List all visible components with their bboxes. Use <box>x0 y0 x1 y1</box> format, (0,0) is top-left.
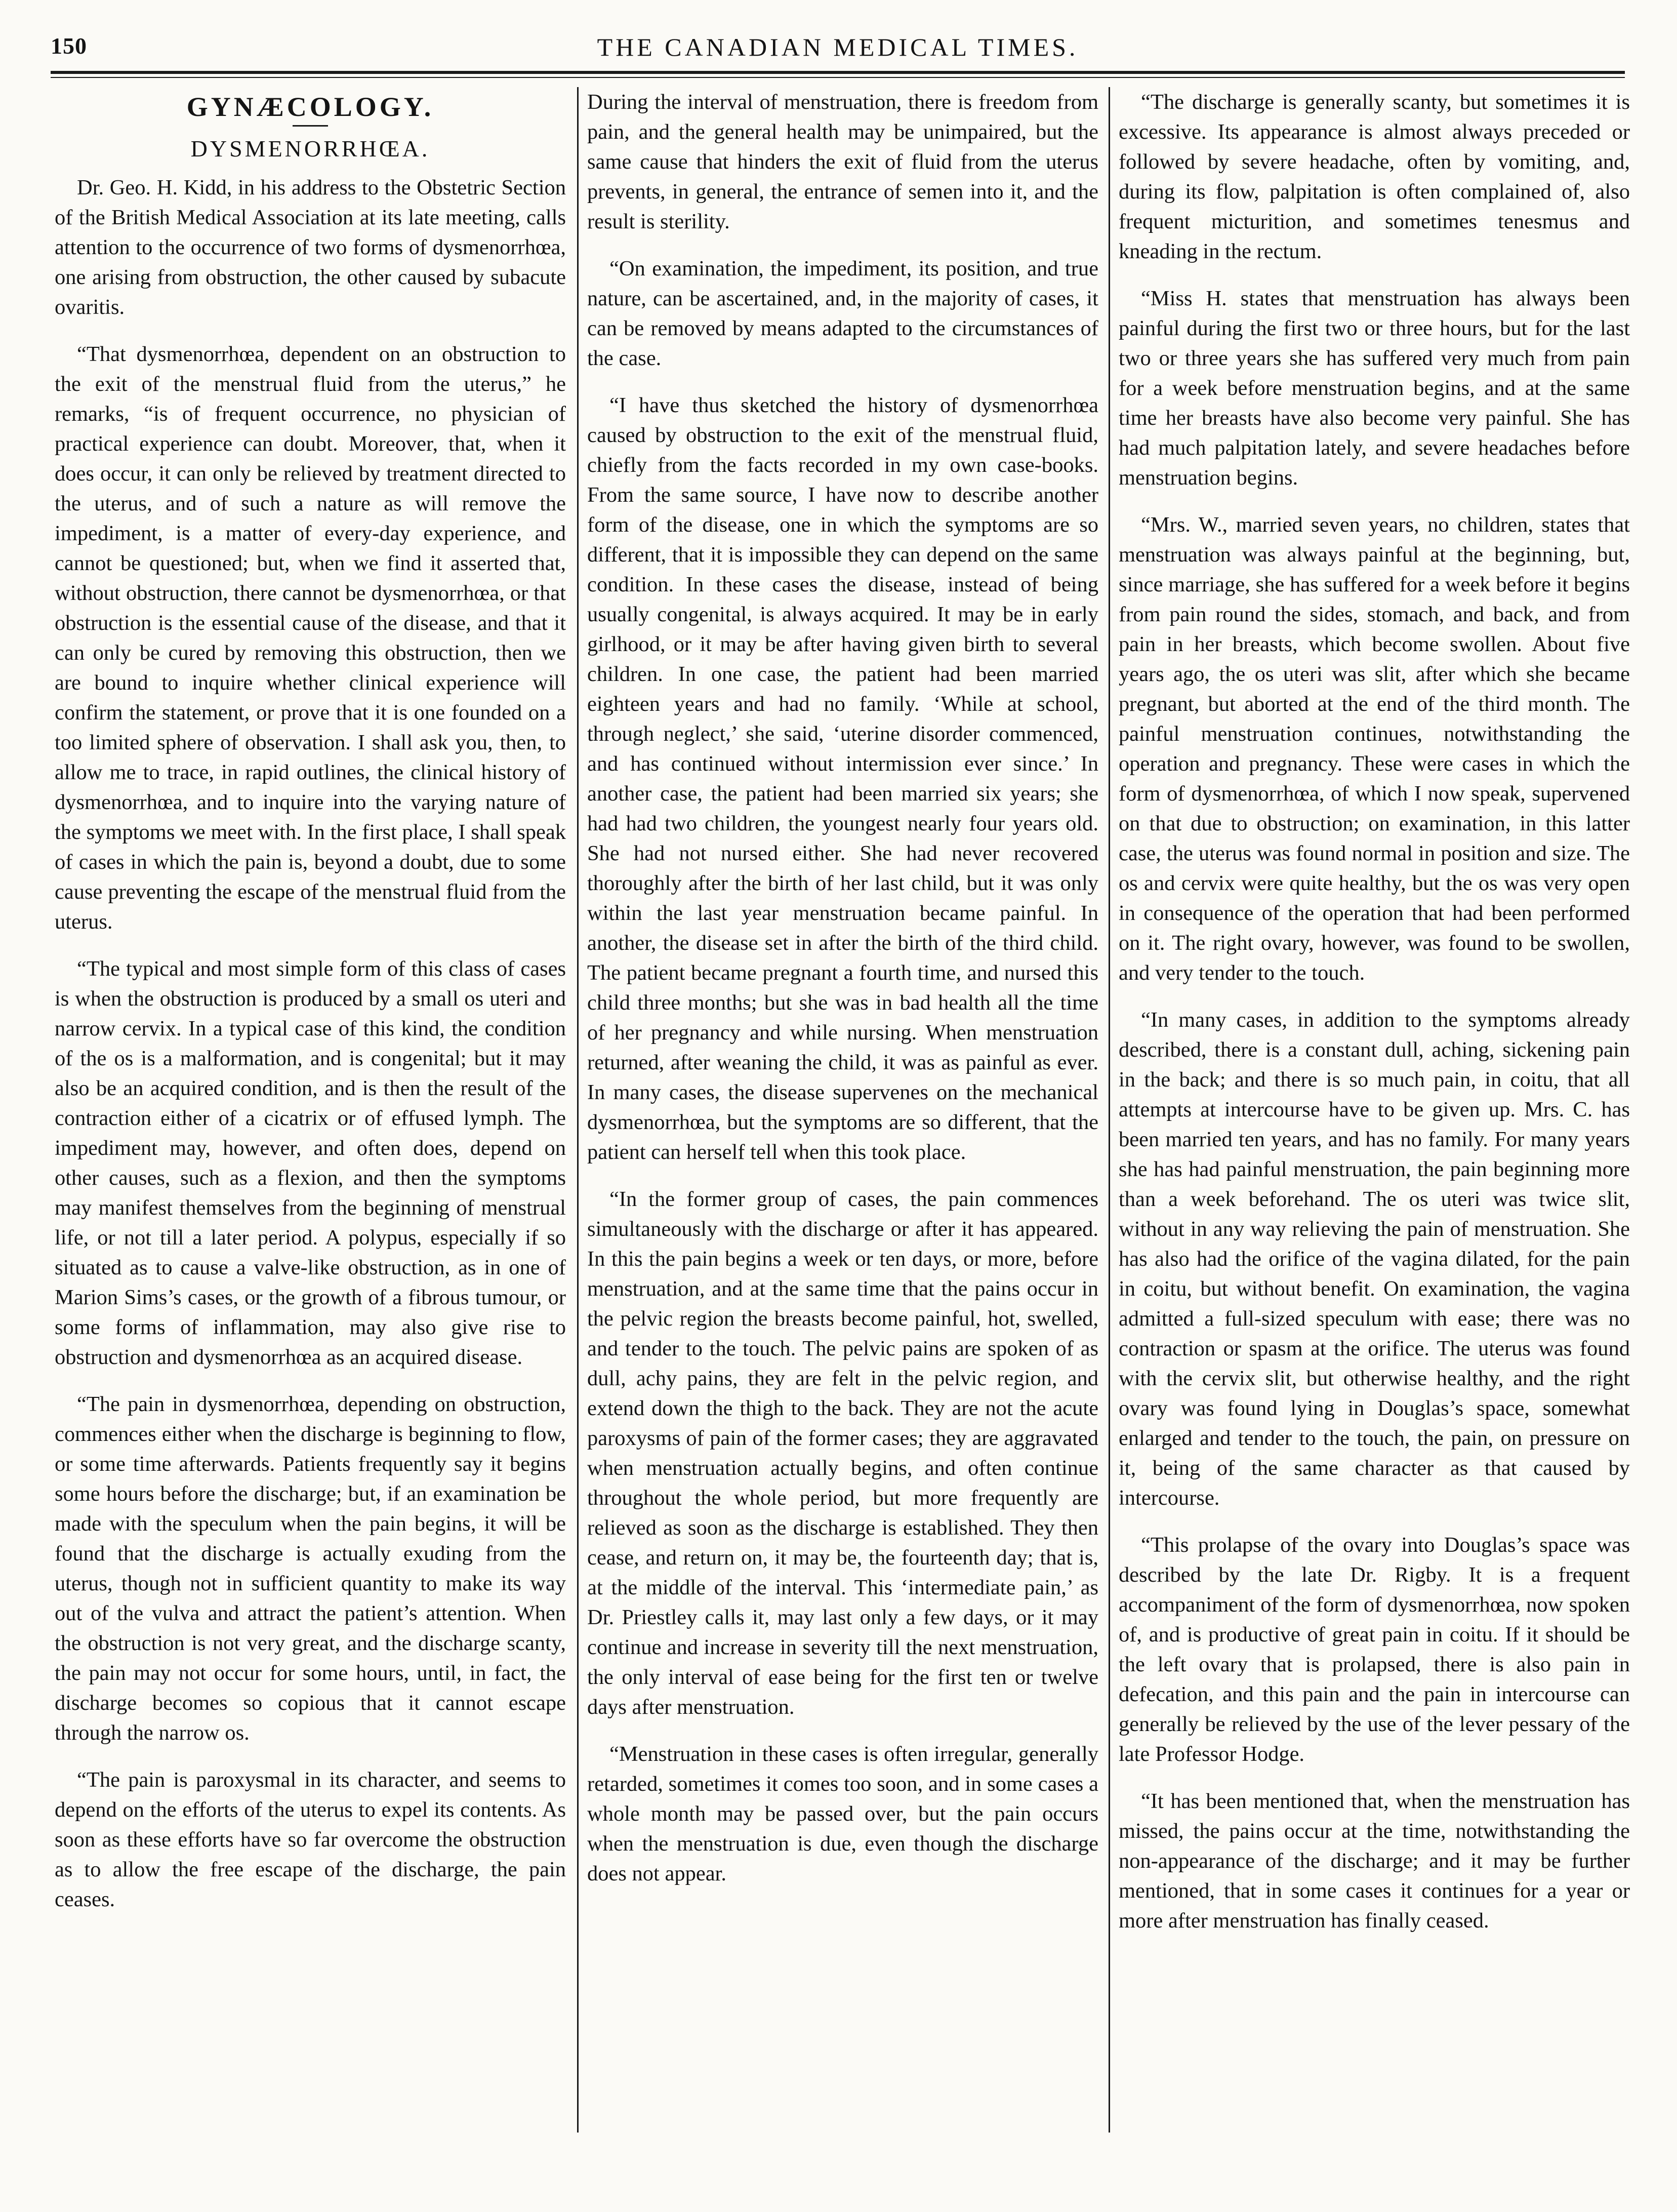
paragraph: “Mrs. W., married seven years, no children, states that menstruation was always painful at the beginning, but, since marriage, she has suffered for a week before it begins from pain round the sides, stomach, and back, and from pain in her breasts, which become swollen. About five years ago, the os uteri was slit, after which she became pregnant, but aborted at the end of the third month. The painful menstruation continues, notwithstanding the operation and pregnancy. These were cases in which the form of dysmenorrhœa, of which I now speak, supervened on that due to obstruction; on examination, in this latter case, the uterus was found normal in position and size. The os and cervix were quite healthy, but the os was very open in consequence of the operation that had been performed on it. The right ovary, however, was found to be swollen, and very tender to the touch. <box>1119 513 1630 985</box>
paragraph: “In many cases, in addition to the symptoms already described, there is a constant dull, aching, sickening pain in the back; and there is so much pain, in coitu, that all attempts at intercourse have to be given up. Mrs. C. has been married ten years, and has no family. For many years she has had painful menstruation, the pain beginning more than a week beforehand. The os uteri was twice slit, without in any way relieving the pain of menstruation. She has also had the orifice of the vagina dilated, for the pain in coitu, but without benefit. On examination, the vagina admitted a full-sized speculum with ease; there was no contraction or spasm at the orifice. The uterus was found with the cervix slit, but otherwise healthy, and the right ovary was found lying in Douglas’s space, somewhat enlarged and tender to the touch, the pain, on pressure on it, being of the same character as that caused by intercourse. <box>1119 1008 1630 1510</box>
column-divider <box>1109 87 1110 2133</box>
paragraph: “That dysmenorrhœa, dependent on an obstruction to the exit of the menstrual fluid from the uterus,” he remarks, “is of frequent occurrence, no physician of practical experience can doubt. Moreover, that, when it does occur, it can only be relieved by treatment directed to the uterus, and of such a nature as will remove the impediment, is a matter of every-day experience, and cannot be questioned; but, when we find it asserted that, without obstruction, there cannot be dysmenorrhœa, or that obstruction is the essential cause of the disease, and that it can only be cured by removing this obstruction, then we are bound to inquire whether clinical experience will confirm the statement, or prove that it is one founded on a too limited sphere of observation. I shall ask you, then, to allow me to trace, in rapid outlines, the clinical history of dysmenorrhœa, and to inquire into the varying nature of the symptoms we meet with. In the first place, I shall speak of cases in which the pain is, beyond a doubt, due to some cause preventing the escape of the menstrual fluid from the uterus. <box>55 342 566 934</box>
paragraph: “On examination, the impediment, its position, and true nature, can be ascertained, and, in the majority of cases, it can be removed by means adapted to the circumstances of the case. <box>587 257 1098 370</box>
header-rule <box>51 71 1625 74</box>
paragraph: During the interval of menstruation, there is freedom from pain, and the general health may be unimpaired, but the same cause that hinders the exit of fluid from the uterus prevents, in general, the entrance of semen into it, and the result is sterility. <box>587 90 1098 233</box>
paragraph: “I have thus sketched the history of dysmenorrhœa caused by obstruction to the exit of the menstrual fluid, chiefly from the facts recorded in my own case-books. From the same source, I have now to describe another form of the disease, one in which the symptoms are so different, that it is impossible they can depend on the same condition. In these cases the disease, instead of being usually congenital, is always acquired. It may be in early girlhood, or it may be after having given birth to several children. In one case, the patient had been married eighteen years and had no family. ‘While at school, through neglect,’ she said, ‘uterine disorder commenced, and has continued without intermission ever since.’ In another case, the patient had been married six years; she had had two children, the youngest nearly four years old. She had not nursed either. She had never recovered thoroughly after the birth of her last child, but it was only within the last year menstruation became painful. In another, the disease set in after the birth of the third child. The patient became pregnant a fourth time, and nursed this child three months; but she was in bad health all the time of her pregnancy and while nursing. When menstruation returned, after weaning the child, it was as painful as ever. In many cases, the disease supervenes on the mechanical dysmenorrhœa, but the symptoms are so different, that the patient can herself tell when this took place. <box>587 393 1098 1164</box>
column-2 <box>587 87 1098 2143</box>
title-rule <box>293 125 328 127</box>
column-3 <box>1119 87 1630 2143</box>
page-header <box>51 32 1625 64</box>
page-number: 150 <box>51 33 87 59</box>
paragraph: “The pain in dysmenorrhœa, depending on obstruction, commences either when the discharge is beginning to flow, or some time afterwards. Patients frequently say it begins some hours before the discharge; but, if an examination be made with the speculum when the pain begins, it will be found that the discharge is actually exuding from the uterus, though not in sufficient quantity to make its way out of the vulva and attract the patient’s attention. When the obstruction is not very great, and the discharge scanty, the pain may not occur for some hours, until, in fact, the discharge becomes so copious that it cannot escape through the narrow os. <box>55 1392 566 1745</box>
paragraph: Dr. Geo. H. Kidd, in his address to the Obstetric Section of the British Medical Association at its late meeting, calls attention to the occurrence of two forms of dysmenorrhœa, one arising from obstruction, the other caused by subacute ovaritis. <box>55 176 566 319</box>
subsection-title: DYSMENORRHŒA. <box>190 136 430 162</box>
paragraph: “Menstruation in these cases is often irregular, generally retarded, sometimes it comes too soon, and in some cases a whole month may be passed over, but the pain occurs when the menstruation is due, even though the discharge does not appear. <box>587 1742 1098 1885</box>
column-divider <box>577 87 579 2133</box>
column-1 <box>55 87 566 2143</box>
paragraph: “This prolapse of the ovary into Douglas’s space was described by the late Dr. Rigby. It is a frequent accompaniment of the form of dysmenorrhœa, now spoken of, and is productive of great pain in coitu. If it should be the left ovary that is prolapsed, there is also pain in defecation, and this pain and the pain in intercourse can generally be relieved by the use of the lever pessary of the late Professor Hodge. <box>1119 1533 1630 1766</box>
journal-title: THE CANADIAN MEDICAL TIMES. <box>597 33 1079 61</box>
paragraph: “It has been mentioned that, when the menstruation has missed, the pains occur at the time, notwithstanding the non-appearance of the discharge; and it may be further mentioned, that in some cases it continues for a year or more after menstruation has finally ceased. <box>1119 1789 1630 1933</box>
paragraph: “Miss H. states that menstruation has always been painful during the first two or three hours, but for the last two or three years she has suffered very much from pain for a week before menstruation begins, and at the same time her breasts have also become very painful. She has had much palpitation lately, and severe headaches before menstruation begins. <box>1119 287 1630 490</box>
paragraph: “The discharge is generally scanty, but sometimes it is excessive. Its appearance is almost always preceded or followed by severe headache, often by vomiting, and, during its flow, palpitation is often complained of, also frequent micturition, and sometimes tenesmus and kneading in the rectum. <box>1119 90 1630 263</box>
paragraph: “In the former group of cases, the pain commences simultaneously with the discharge or after it has appeared. In this the pain begins a week or ten days, or more, before menstruation, and at the same time that the pains occur in the pelvic region the breasts become painful, hot, swelled, and tender to the touch. The pelvic pains are spoken of as dull, achy pains, they are felt in the pelvic region, and extend down the thigh to the back. They are not the acute paroxysms of pain of the former cases; they are aggravated when menstruation actually begins, and often continue throughout the whole period, but more frequently are relieved as soon as the discharge is established. They then cease, and return on, it may be, the fourteenth day; that is, at the middle of the interval. This ‘intermediate pain,’ as Dr. Priestley calls it, may last only a few days, or it may continue and increase in severity till the next menstruation, the only interval of ease being for the first ten or twelve days after menstruation. <box>587 1187 1098 1719</box>
section-title: GYNÆCOLOGY. <box>186 92 434 122</box>
header-rule-thin <box>51 77 1625 78</box>
paragraph: “The typical and most simple form of this class of cases is when the obstruction is produced by a small os uteri and narrow cervix. In a typical case of this kind, the condition of the os is a malformation, and is congenital; but it may also be an acquired condition, and is then the result of the contraction either of a cicatrix or of effused lymph. The impediment may, however, and often does, depend on other causes, such as a flexion, and then the symptoms may manifest themselves from the beginning of menstrual life, or not till a later period. A polypus, especially if so situated as to cause a valve-like obstruction, as in one of Marion Sims’s cases, or the growth of a fibrous tumour, or some forms of inflammation, may also give rise to obstruction and dysmenorrhœa as an acquired disease. <box>55 957 566 1369</box>
paragraph: “The pain is paroxysmal in its character, and seems to depend on the efforts of the uterus to expel its contents. As soon as these efforts have so far overcome the obstruction as to allow the free escape of the discharge, the pain ceases. <box>55 1768 566 1911</box>
